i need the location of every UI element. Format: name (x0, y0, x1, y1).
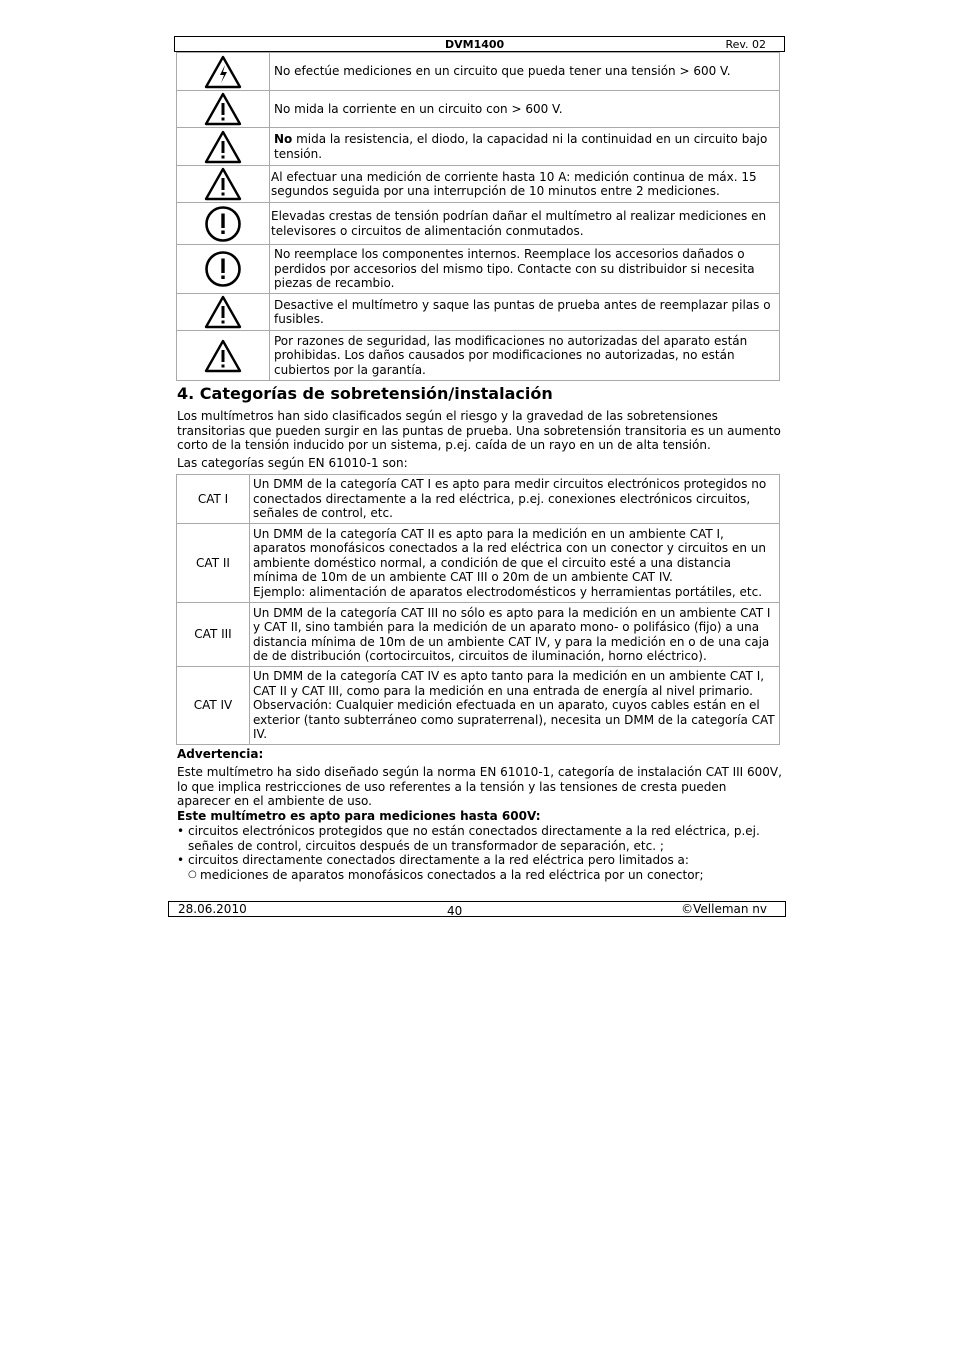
revision: Rev. 02 (725, 38, 766, 51)
footer-copyright: ©Velleman nv (681, 902, 767, 916)
advertencia-text: Este multímetro ha sido diseñado según la norma EN 61010-1, categoría de instalación CAT III 600V, lo que implica restricciones de uso referentes a la tensión y las tensiones de cresta pueden aparecer en el ambiente de uso. (177, 765, 782, 809)
category-label: CAT II (177, 524, 250, 603)
category-label: CAT I (177, 475, 250, 524)
bullet-dot: • (177, 853, 185, 867)
warning-bold-word: No (274, 132, 293, 146)
warning-icon-cell (177, 294, 270, 331)
warning-row (177, 331, 780, 381)
bullet-item (177, 853, 782, 868)
exclamation-triangle-icon (204, 130, 242, 164)
category-row (177, 603, 780, 667)
category-text: Un DMM de la categoría CAT IV es apto tanto para la medición en un ambiente CAT I, CAT II y CAT III, como para la medición en una entrada de energía al nivel primario. (253, 669, 765, 698)
category-observation: Observación: Cualquier medición efectuada en un aparato, cuyos cables están en el exterior (tanto subterráneo como supraterrenal), necesita un DMM de la categoría CAT IV. (253, 698, 775, 742)
warning-text: No reemplace los componentes internos. Reemplace los accesorios dañados o perdidos por accesorios del mismo tipo. Contacte con su distribuidor si necesita piezas de recambio. (270, 245, 780, 294)
categories-table (176, 474, 780, 745)
warning-icon-cell (177, 128, 270, 166)
warning-row (177, 203, 780, 245)
warning-text: Elevadas crestas de tensión podrían dañar el multímetro al realizar mediciones en televisores o circuitos de alimentación conmutados. (270, 203, 780, 245)
warning-icon-cell (177, 331, 270, 381)
warning-icon-cell (177, 203, 270, 245)
warning-row (177, 166, 780, 203)
category-text-cell (250, 667, 780, 745)
footer-date: 28.06.2010 (178, 902, 247, 916)
warning-icon-cell (177, 53, 270, 91)
warning-row (177, 53, 780, 91)
category-text: Un DMM de la categoría CAT I es apto para medir circuitos electrónicos protegidos no conectados directamente a la red eléctrica, p.ej. conexiones electrónicos circuitos, señales de control, etc. (250, 475, 780, 524)
bullet-text: circuitos electrónicos protegidos que no están conectados directamente a la red eléctrica, p.ej. señales de control, circuitos después de un transformador de separación, etc. ; (188, 824, 760, 853)
exclamation-triangle-icon (204, 295, 242, 329)
exclamation-triangle-icon (204, 92, 242, 126)
exclamation-circle-icon (204, 250, 242, 288)
warning-text: Desactive el multímetro y saque las puntas de prueba antes de reemplazar pilas o fusibles. (270, 294, 780, 331)
warning-text: No efectúe mediciones en un circuito que pueda tener una tensión > 600 V. (270, 53, 780, 91)
section-intro: Los multímetros han sido clasificados según el riesgo y la gravedad de las sobretensiones transitorias que pueden surgir en las puntas de prueba. Una sobretensión transitoria es un aumento corto de la tensión inducido por un sistema, p.ej. caída de un rayo en un de alta tensión. (177, 409, 781, 453)
category-example: Ejemplo: alimentación de aparatos electrodomésticos y herramientas portátiles, etc. (253, 584, 763, 599)
exclamation-triangle-icon (204, 339, 242, 373)
warning-row (177, 294, 780, 331)
bullet-text: circuitos directamente conectados directamente a la red eléctrica pero limitados a: (188, 853, 689, 867)
category-row (177, 667, 780, 745)
categories-intro: Las categorías según EN 61010-1 son: (177, 456, 408, 470)
warning-text: Al efectuar una medición de corriente hasta 10 A: medición continua de máx. 15 segundos seguida por una interrupción de 10 minutos entre 2 mediciones. (270, 166, 780, 203)
page-header (174, 36, 785, 52)
warning-icon-cell (177, 166, 270, 203)
bullet-item (177, 824, 782, 853)
sub-bullet-text: mediciones de aparatos monofásicos conectados a la red eléctrica por un conector; (200, 868, 704, 882)
warning-text: Por razones de seguridad, las modificaciones no autorizadas del aparato están prohibidas. Los daños causados por modificaciones no autorizadas, no están cubiertos por la garantía. (270, 331, 780, 381)
model-name: DVM1400 (445, 38, 505, 51)
warning-icon-cell (177, 245, 270, 294)
warning-icon-cell (177, 91, 270, 128)
category-text-cell (250, 524, 780, 603)
sub-bullet-circle: ○ (188, 869, 197, 880)
warning-text (270, 128, 780, 166)
apt-title: Este multímetro es apto para mediciones hasta 600V: (177, 809, 541, 823)
warning-text-rest: mida la resistencia, el diodo, la capacidad ni la continuidad en un circuito bajo tensión. (274, 132, 768, 161)
category-label: CAT III (177, 603, 250, 667)
bullet-dot: • (177, 824, 185, 838)
exclamation-triangle-icon (204, 167, 242, 201)
advertencia-title: Advertencia: (177, 747, 264, 761)
page-number: 40 (447, 904, 463, 918)
category-label: CAT IV (177, 667, 250, 745)
section-title: 4. Categorías de sobretensión/instalación (177, 384, 553, 403)
category-text: Un DMM de la categoría CAT III no sólo es apto para la medición en un ambiente CAT I y CAT II, sino también para la medición de un aparato mono- o polifásico (fijo) a una distancia mínima de 10m de un ambiente CAT IV, y para la medición en o de una caja de de distribución (cortocircuitos, circuitos de iluminación, horno eléctrico). (250, 603, 780, 667)
warning-row (177, 91, 780, 128)
category-text: Un DMM de la categoría CAT II es apto para la medición en un ambiente CAT I, aparatos monofásicos conectados a la red eléctrica con un conector y circuitos en un ambiente doméstico normal, a condición de que el circuito esté a una distancia mínima de 10m de un ambiente CAT III o 20m de un ambiente CAT IV. (253, 526, 766, 585)
lightning-triangle-icon (204, 55, 242, 89)
exclamation-circle-icon (204, 205, 242, 243)
page-footer (168, 901, 786, 917)
category-row (177, 475, 780, 524)
warning-row (177, 128, 780, 166)
category-row (177, 524, 780, 603)
sub-bullet-item (188, 868, 783, 883)
safety-warnings-table (176, 52, 780, 381)
warning-row (177, 245, 780, 294)
warning-text: No mida la corriente en un circuito con > 600 V. (270, 91, 780, 128)
